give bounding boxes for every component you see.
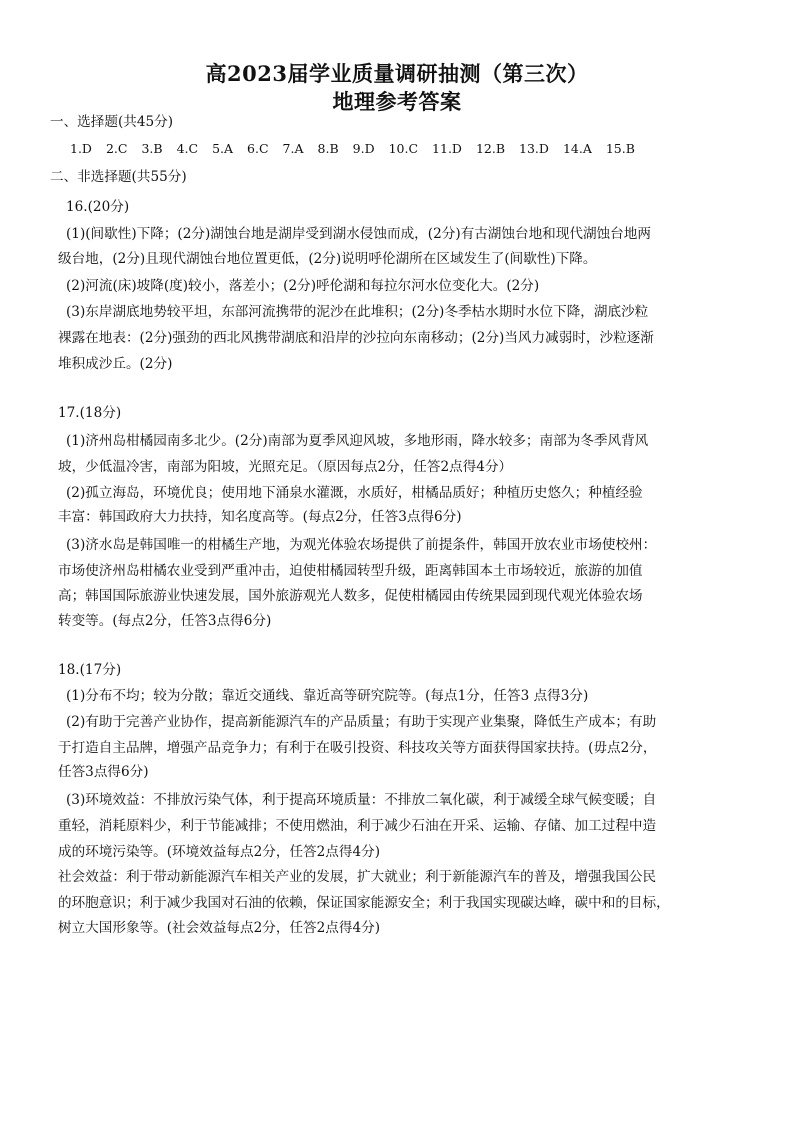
q18-line: 的环胞意识；利于减少我国对石油的依赖，保证国家能源安全；利于我国实现碳达峰，碳中和的目标， (58, 895, 670, 911)
q17-line: 高；韩国国际旅游业快速发展，国外旅游观光人数多，促使柑橘园由传统果园到现代观光体验农场 (58, 588, 643, 604)
q17-line: (3)济水岛是韩国唯一的柑橘生产地，为观光体验农场提供了前提条件，韩国开放农业市场使校州： (66, 537, 657, 553)
q18-line: (2)有助于完善产业协作，提高新能源汽车的产品质量；有助于实现产业集聚，降低生产成本；有助 (66, 714, 657, 730)
q18-line: (1)分布不均；较为分散；靠近交通线、靠近高等研究院等。(每点1分，任答3 点得3分) (66, 688, 589, 704)
q16-line: (3)东岸湖底地势较平坦，东部河流携带的泥沙在此堆积；(2分)冬季枯水期时水位下降，湖底沙粒 (66, 304, 649, 320)
answer-item: 10.C (388, 141, 419, 156)
choice-answers-row (70, 141, 649, 156)
page-subtitle: 地理参考答案 (332, 89, 462, 114)
answer-item: 3.B (141, 141, 163, 156)
q16-heading: 16.(20分) (66, 199, 130, 215)
answer-item: 11.D (432, 141, 462, 156)
section-1-heading: 一、选择题(共45分) (50, 114, 174, 130)
q17-line: 丰富：韩国政府大力扶持，知名度高等。(每点2分，任答3点得6分) (58, 509, 462, 525)
q17-line: 转变等。(每点2分，任答3点得6分) (58, 613, 272, 629)
q18-line: 社会效益：利于带动新能源汽车相关产业的发展，扩大就业；利于新能源汽车的普及，增强我国公民 (58, 869, 657, 885)
section-2-heading: 二、非选择题(共55分) (50, 169, 187, 185)
q17-line: (1)济州岛柑橘园南多北少。(2分)南部为夏季风迎风坡，多地形雨，降水较多；南部为冬季风背风 (66, 433, 649, 449)
q18-line: 成的环境污染等。(环境效益每点2分，任答2点得4分) (58, 844, 381, 860)
q18-line: 于打造自主品牌，增强产品竞争力；有利于在吸引投资、科技攻关等方面获得国家扶持。(毋点2分， (58, 740, 657, 756)
answer-item: 7.A (282, 141, 304, 156)
q18-heading: 18.(17分) (58, 662, 122, 678)
page-title: 高2023届学业质量调研抽测（第三次） (205, 61, 589, 86)
q18-line: (3)环境效益：不排放污染气体，利于提高环境质量：不排放二氧化碳，利于减缓全球气候变暖；自 (66, 792, 657, 808)
answer-item: 1.D (70, 141, 92, 156)
answer-item: 6.C (247, 141, 269, 156)
q16-line: (1)(间歇性)下降；(2分)湖蚀台地是湖岸受到湖水侵蚀而成，(2分)有古湖蚀台地和现代湖蚀台地两 (66, 226, 651, 242)
q16-line: 裸露在地表：(2分)强劲的西北风携带湖底和沿岸的沙拉向东南移动；(2分)当风力减弱时，沙粒逐渐 (58, 330, 654, 346)
q16-line: 堆积成沙丘。(2分) (58, 356, 173, 372)
answer-item: 9.D (352, 141, 375, 156)
q17-line: (2)孤立海岛，环境优良；使用地下涌泉水灌溉，水质好，柑橘品质好；种植历史悠久；种植经验 (66, 485, 643, 501)
answer-item: 15.B (605, 141, 635, 156)
answer-item: 13.D (519, 141, 549, 156)
q18-line: 重轻，消耗原料少，利于节能减排；不使用燃油，利于减少石油在开采、运输、存储、加工过程中造 (58, 818, 657, 834)
answer-item: 5.A (212, 141, 234, 156)
q18-line: 树立大国形象等。(社会效益每点2分，任答2点得4分) (58, 920, 381, 936)
q17-heading: 17.(18分) (58, 405, 122, 421)
answer-item: 8.B (317, 141, 339, 156)
answer-item: 4.C (176, 141, 199, 156)
q16-line: (2)河流(床)坡降(度)较小，落差小；(2分)呼伦湖和每拉尔河水位变化大。(2分) (66, 278, 540, 294)
q18-line: 任答3点得6分) (58, 764, 149, 780)
answer-item: 2.C (105, 141, 128, 156)
q16-line: 级台地，(2分)且现代湖蚀台地位置更低，(2分)说明呼伦湖所在区域发生了(间歇性)下降。 (58, 251, 597, 267)
q17-line: 坡，少低温冷害，南部为阳坡，光照充足。（原因每点2分，任答2点得4分） (58, 459, 513, 475)
answer-item: 14.A (562, 141, 592, 156)
answer-item: 12.B (475, 141, 506, 156)
q17-line: 市场使济州岛柑橘农业受到严重冲击，迫使柑橘园转型升级，距离韩国本土市场较近，旅游的加值 (58, 563, 643, 579)
